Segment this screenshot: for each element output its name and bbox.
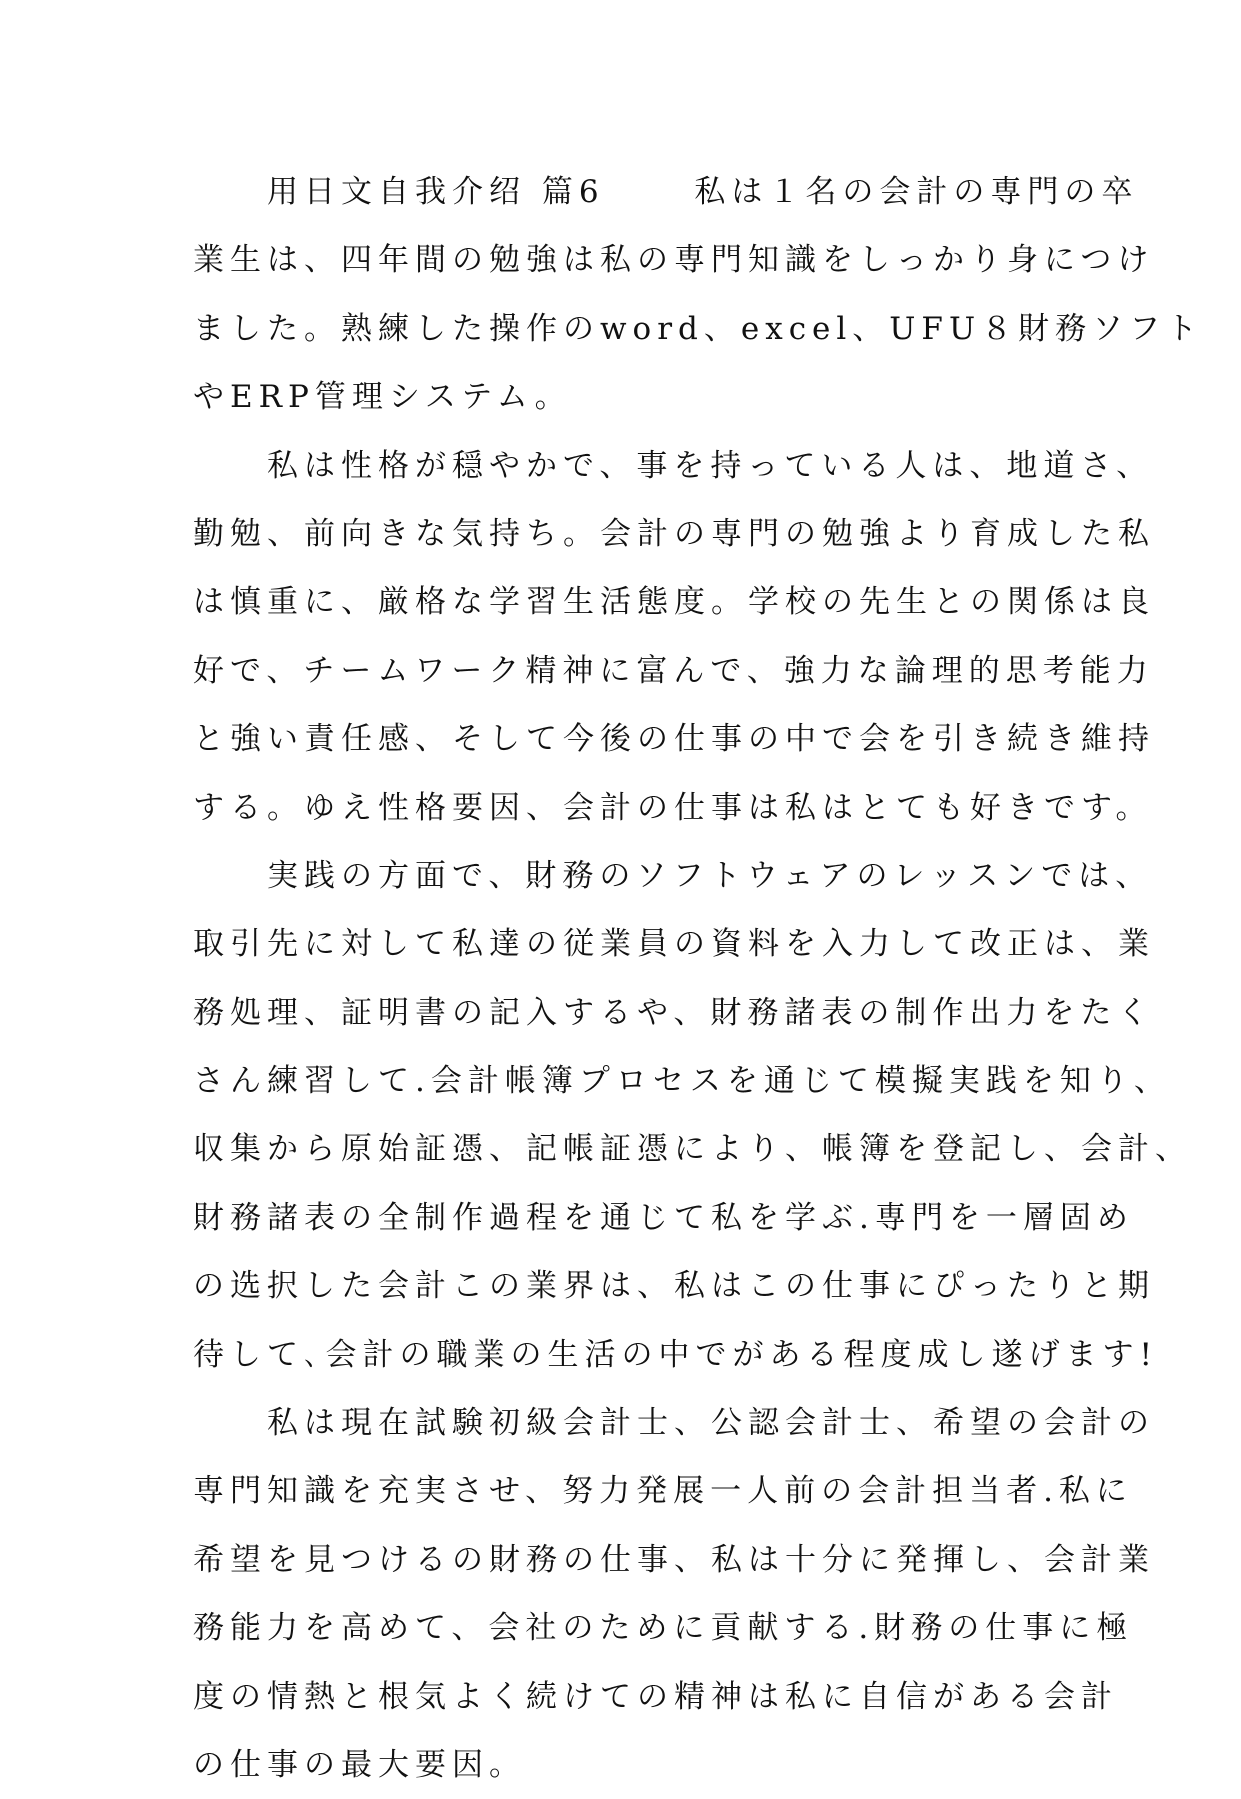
text-line: ました。熟練した操作のword、excel、UFU８財務ソフト [193, 310, 1204, 347]
text-line: 財務諸表の全制作過程を通じて私を学ぶ.専門を一層固め [193, 1199, 1134, 1236]
text-line: 希望を見つけるの財務の仕事、私は十分に発揮し、会計業 [193, 1541, 1155, 1578]
text-line: やERP管理システム。 [193, 379, 572, 416]
text-line: は慎重に、厳格な学習生活態度。学校の先生との関係は良 [193, 584, 1155, 621]
text-line: 務処理、証明書の記入するや、財務諸表の制作出力をたく [193, 994, 1155, 1031]
text-line: 好で、チームワーク精神に富んで、強力な論理的思考能力 [193, 652, 1154, 689]
text-line: 実践の方面で、財務のソフトウェアのレッスンでは、 [193, 857, 1153, 894]
text-line: の选択した会計この業界は、私はこの仕事にぴったりと期 [193, 1268, 1155, 1305]
text-line: と強い責任感、そして今後の仕事の中で会を引き続き維持 [193, 721, 1155, 758]
text-line: 私は現在試験初級会計士、公認会計士、希望の会計の [193, 1405, 1155, 1442]
text-line: 待して､会計の職業の生活の中でがある程度成し遂げます! [193, 1336, 1158, 1373]
body-text [193, 158, 1204, 1799]
text-line: 用日文自我介绍 篇6 私は１名の会計の専門の卒 [193, 174, 1139, 210]
text-line: 専門知識を充実させ、努力発展一人前の会計担当者.私に [193, 1473, 1133, 1510]
text-line: 収集から原始証憑、記帳証憑により、帳簿を登記し、会計、 [193, 1131, 1192, 1168]
text-line: する。ゆえ性格要因、会計の仕事は私はとても好きです。 [193, 789, 1153, 826]
text-line: の仕事の最大要因。 [193, 1746, 526, 1783]
text-line: 度の情熱と根気よく続けての精神は私に自信がある会計 [193, 1678, 1118, 1715]
text-line: 業生は、四年間の勉強は私の専門知識をしっかり身につけ [193, 242, 1155, 279]
text-line: 取引先に対して私達の従業員の資料を入力して改正は、業 [193, 926, 1155, 963]
text-line: 私は性格が穏やかで、事を持っている人は、地道さ、 [193, 447, 1154, 484]
text-line: 務能力を高めて、会社のために貢献する.財務の仕事に極 [193, 1610, 1134, 1647]
text-line: さん練習して.会計帳簿プロセスを通じて模擬実践を知り、 [193, 1063, 1171, 1100]
text-line: 勤勉、前向きな気持ち。会計の専門の勉強より育成した私 [193, 515, 1155, 552]
